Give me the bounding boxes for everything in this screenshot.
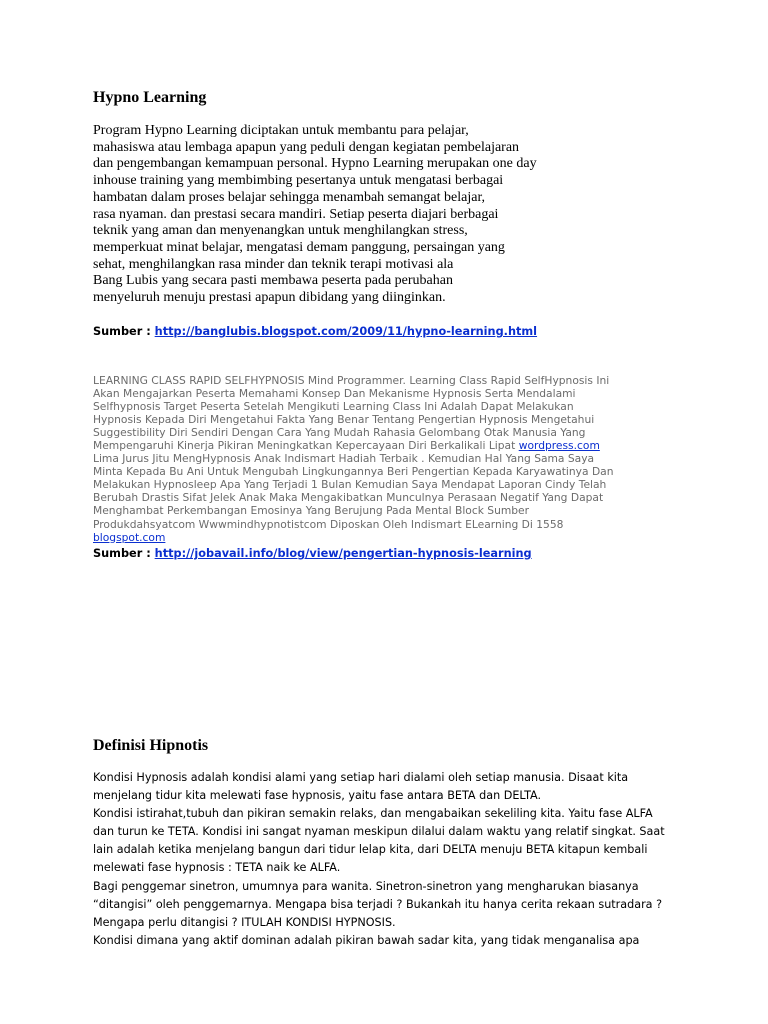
paragraph-line: Program Hypno Learning diciptakan untuk membantu para pelajar, <box>93 123 469 138</box>
paragraph-line: menyeluruh menuju prestasi apapun dibidang yang diinginkan. <box>93 290 446 306</box>
source-label: Sumber : <box>93 325 155 338</box>
section-title-hypno-learning: Hypno Learning <box>93 89 207 106</box>
paragraph-line: inhouse training yang membimbing pesertanya untuk mengatasi berbagai <box>93 173 504 189</box>
excerpt-line <box>93 531 693 544</box>
paragraph-line: dan pengembangan kemampuan personal. Hypno Learning merupakan one day <box>93 156 537 172</box>
source-line-2 <box>93 546 532 561</box>
source-label: Sumber : <box>93 547 155 560</box>
excerpt-line: Hypnosis Kepada Diri Mengetahui Fakta Yang Benar Tentang Pengertian Hypnosis Mengetahui <box>93 413 595 427</box>
excerpt-line: Minta Kepada Bu Ani Untuk Mengubah Lingkungannya Beri Pengertian Kepada Karyawatinya Dan <box>93 465 614 479</box>
paragraph-line: menjelang tidur kita melewati fase hypnosis, yaitu fase antara BETA dan DELTA. <box>93 789 542 803</box>
paragraph-line: sehat, menghilangkan rasa minder dan teknik terapi motivasi ala <box>93 256 454 272</box>
paragraph-line: teknik yang aman dan menyenangkan untuk menghilangkan stress, <box>93 223 468 239</box>
paragraph-line: dan turun ke TETA. Kondisi ini sangat nyaman meskipun dilalui dalam waktu yang relatif singkat. Saat <box>93 825 665 839</box>
hypno-learning-paragraph <box>93 123 613 307</box>
source-link-banglubis[interactable]: http://banglubis.blogspot.com/2009/11/hypno-learning.html <box>154 325 538 338</box>
excerpt-line: Selfhypnosis Target Peserta Setelah Mengikuti Learning Class Ini Adalah Dapat Melakukan <box>93 400 574 414</box>
paragraph-line: “ditangisi” oleh penggemarnya. Mengapa bisa terjadi ? Bukankah itu hanya cerita rekaan sutradara ? <box>93 897 663 911</box>
source-link-jobavail[interactable]: http://jobavail.info/blog/view/pengertian-hypnosis-learning <box>154 547 532 560</box>
paragraph-line: Kondisi dimana yang aktif dominan adalah pikiran bawah sadar kita, yang tidak menganalisa apa <box>93 933 640 947</box>
excerpt-line: Akan Mengajarkan Peserta Memahami Konsep Dan Mekanisme Hypnosis Serta Mendalami <box>93 387 576 401</box>
paragraph-line: hambatan dalam proses belajar sehingga menambah semangat belajar, <box>93 189 486 205</box>
source-line-1 <box>93 324 537 339</box>
paragraph-line: Kondisi Hypnosis adalah kondisi alami yang setiap hari dialami oleh setiap manusia. Disaat kita <box>93 771 629 784</box>
hypnosis-excerpt <box>93 374 693 544</box>
blogspot-link[interactable]: blogspot.com <box>93 530 166 544</box>
excerpt-line: Suggestibility Diri Sendiri Dengan Cara Yang Mudah Rahasia Gelombang Otak Manusia Yang <box>93 426 586 440</box>
excerpt-line: Berubah Drastis Sifat Jelek Anak Maka Mengakibatkan Munculnya Perasaan Negatif Yang Dapat <box>93 491 604 505</box>
excerpt-line: Menghambat Perkembangan Emosinya Yang Berujung Pada Mental Block Sumber <box>93 504 530 518</box>
paragraph-line: rasa nyaman. dan prestasi secara mandiri. Setiap peserta diajari berbagai <box>93 206 499 222</box>
paragraph-line: mahasiswa atau lembaga apapun yang peduli dengan kegiatan pembelajaran <box>93 139 520 155</box>
paragraph-line: Mengapa perlu ditangisi ? ITULAH KONDISI HYPNOSIS. <box>93 915 396 929</box>
excerpt-text: Mempengaruhi Kinerja Pikiran Meningkatkan Kepercayaan Diri Berkalikali Lipat <box>93 439 519 453</box>
paragraph-line: Bang Lubis yang secara pasti membawa peserta pada perubahan <box>93 273 453 289</box>
excerpt-line <box>93 439 693 452</box>
section-title-definisi-hipnotis: Definisi Hipnotis <box>93 737 209 754</box>
definisi-hipnotis-paragraph <box>93 769 693 950</box>
wordpress-link[interactable]: wordpress.com <box>518 439 600 453</box>
excerpt-line: Produkdahsyatcom Wwwmindhypnotistcom Diposkan Oleh Indismart ELearning Di 1558 <box>93 517 564 531</box>
paragraph-line: Kondisi istirahat,tubuh dan pikiran semakin relaks, dan mengabaikan sekeliling kita. Yaitu fase ALFA <box>93 807 653 821</box>
paragraph-line: melewati fase hypnosis : TETA naik ke ALFA. <box>93 861 341 875</box>
paragraph-line: lain adalah ketika menjelang bangun dari tidur lelap kita, dari DELTA menuju BETA kitapun kembali <box>93 843 648 857</box>
paragraph-line: memperkuat minat belajar, mengatasi demam panggung, persaingan yang <box>93 239 505 255</box>
paragraph-line: Bagi penggemar sinetron, umumnya para wanita. Sinetron-sinetron yang mengharukan biasanya <box>93 879 639 893</box>
excerpt-line: Melakukan Hypnosleep Apa Yang Terjadi 1 Bulan Kemudian Saya Mendapat Laporan Cindy Telah <box>93 478 607 492</box>
excerpt-line: LEARNING CLASS RAPID SELFHYPNOSIS Mind Programmer. Learning Class Rapid SelfHypnosis Ini <box>93 374 610 387</box>
excerpt-line: Lima Jurus Jitu MengHypnosis Anak Indismart Hadiah Terbaik . Kemudian Hal Yang Sama Saya <box>93 452 595 466</box>
